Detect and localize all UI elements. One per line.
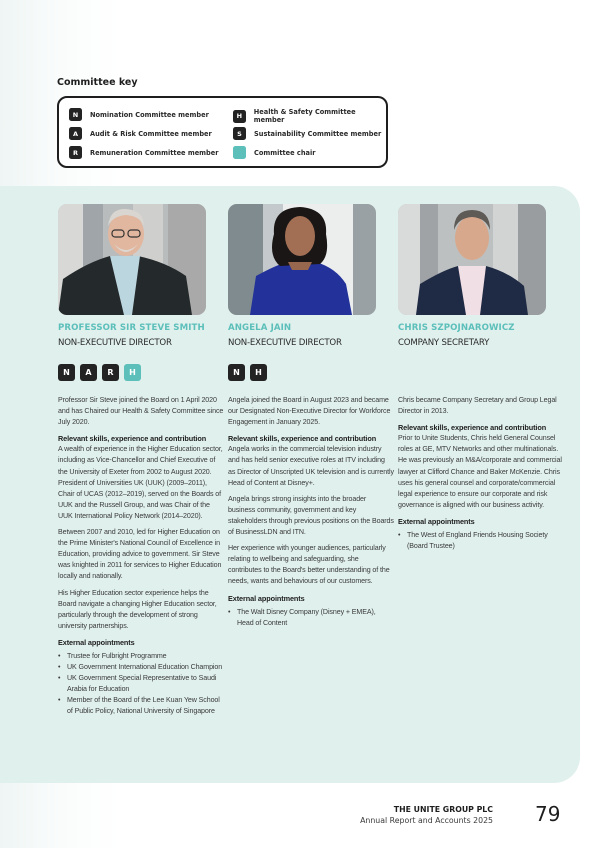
external-list [398,530,564,552]
committee-key-box [57,96,388,168]
key-label: Health & Safety Committee member [253,108,356,124]
badge-r-icon: R [69,146,82,159]
director-name: ANGELA JAIN [228,323,292,333]
key-item-sustainability [233,127,381,140]
committee-badges [228,364,394,381]
badge-h-icon: H [233,110,246,123]
key-label: Sustainability Committee member [254,129,382,138]
key-label: Remuneration Committee member [90,148,219,157]
external-item: • The Walt Disney Company (Disney + EMEA), Head of Content [228,607,394,629]
key-item-nomination [69,108,209,121]
director-bio [228,395,394,629]
skills-paragraph: Angela brings strong insights into the broader business community, government and key stakeholders through previous positions on the Boards of BusinessLDN and ITN. [228,494,394,537]
skills-paragraph: Prior to Unite Students, Chris held General Counsel roles at GE, MTV Networks and other multinationals. He was previously an M&A/corporate and commercial lawyer at Clifford Chance and Baker McKenzie. Chris uses his general counsel and corporate/commercial legal experience to ensure our corporate and risk governance is aligned with our business activity. [398,434,562,509]
badge-a-icon: A [69,127,82,140]
key-item-remuneration [69,146,219,159]
badge-n-icon: N [58,364,75,381]
external-heading: External appointments [228,593,305,603]
badge-h-icon: H [250,364,267,381]
key-label: Audit & Risk Committee member [90,129,212,138]
skills-heading: Relevant skills, experience and contribution [398,423,547,433]
key-label: Nomination Committee member [90,110,209,119]
badge-r-icon: R [102,364,119,381]
bio-intro: Professor Sir Steve joined the Board on 1 April 2020 and has Chaired our Health & Safety Committee since July 2020. [58,396,224,427]
badge-h-chair-icon: H [124,364,141,381]
skills-paragraph: Between 2007 and 2010, led for Higher Education on the Prime Minister's National Council of Excellence in Education, providing advice to government. Sir Steve was knighted in 2011 for services to Higher Education locally and nationally. [58,528,222,581]
key-item-chair [233,146,315,159]
skills-paragraph: A wealth of experience in the Higher Education sector, including as Vice-Chancellor and Chief Executive of the University of Exeter from 2002 to August 2020. President of Universities UK (UUK) (2009–2011), Chair of UCAS (2012–2019), served on the Boards of UUK and the Russell Group, and was Chair of the UUK International Policy Network (2014–2020). [58,445,223,520]
committee-badges [58,364,224,381]
footer-report-title: Annual Report and Accounts 2025 [360,816,493,825]
external-item: • Member of the Board of the Lee Kuan Yew School of Public Policy, National University of Singapore [58,695,224,717]
bio-intro: Angela joined the Board in August 2023 and became our Designated Non-Executive Director for Workforce Engagement in January 2025. [228,396,391,427]
skills-paragraph: Her experience with younger audiences, particularly relating to wellbeing and safeguarding, she contributes to the Board's better understanding of the needs, wants and behaviours of our customers. [228,544,390,586]
director-name: PROFESSOR SIR STEVE SMITH [58,323,205,333]
director-bio [398,395,564,552]
bio-intro: Chris became Company Secretary and Group Legal Director in 2013. [398,396,557,416]
badge-a-icon: A [80,364,97,381]
director-card-chris-szpojnarowicz [398,323,564,552]
director-role: COMPANY SECRETARY [398,338,490,348]
badge-n-icon: N [228,364,245,381]
skills-paragraph: Angela works in the commercial television industry and has held senior executive roles at ITV including as Director of Unscripted UK television and is currently Head of Content at Disney+. [228,445,394,487]
committee-badges [398,364,564,381]
footer-company-name: THE UNITE GROUP PLC [393,805,493,814]
external-item: • UK Government International Education Champion [58,662,224,673]
skills-heading: Relevant skills, experience and contribution [228,434,377,444]
skills-paragraph: His Higher Education sector experience helps the Board navigate a changing Higher Education sector, particularly through the development of strong university partnerships. [58,588,217,630]
badge-s-icon: S [233,127,246,140]
key-item-health-safety [233,108,386,124]
skills-heading: Relevant skills, experience and contribution [58,434,207,444]
director-role: NON-EXECUTIVE DIRECTOR [228,338,342,348]
external-item: • UK Government Special Representative to Saudi Arabia for Education [58,673,224,695]
director-name: CHRIS SZPOJNAROWICZ [398,323,515,333]
key-label: Committee chair [254,148,316,157]
external-heading: External appointments [58,637,135,647]
badge-n-icon: N [69,108,82,121]
director-card-steve-smith [58,323,224,718]
page-number: 79 [535,802,561,826]
external-item: • The West of England Friends Housing Society (Board Trustee) [398,530,564,552]
external-list [58,651,224,718]
director-photo-steve-smith [58,204,206,315]
external-list [228,607,394,629]
director-photo-angela-jain [228,204,376,315]
chair-swatch-icon [233,146,246,159]
external-item: • Trustee for Fulbright Programme [58,651,224,662]
external-heading: External appointments [398,516,475,526]
key-item-audit-risk [69,127,212,140]
director-bio [58,395,224,718]
director-role: NON-EXECUTIVE DIRECTOR [58,338,172,348]
committee-key-title: Committee key [57,77,138,88]
director-card-angela-jain [228,323,394,629]
director-photo-chris-szpojnarowicz [398,204,546,315]
